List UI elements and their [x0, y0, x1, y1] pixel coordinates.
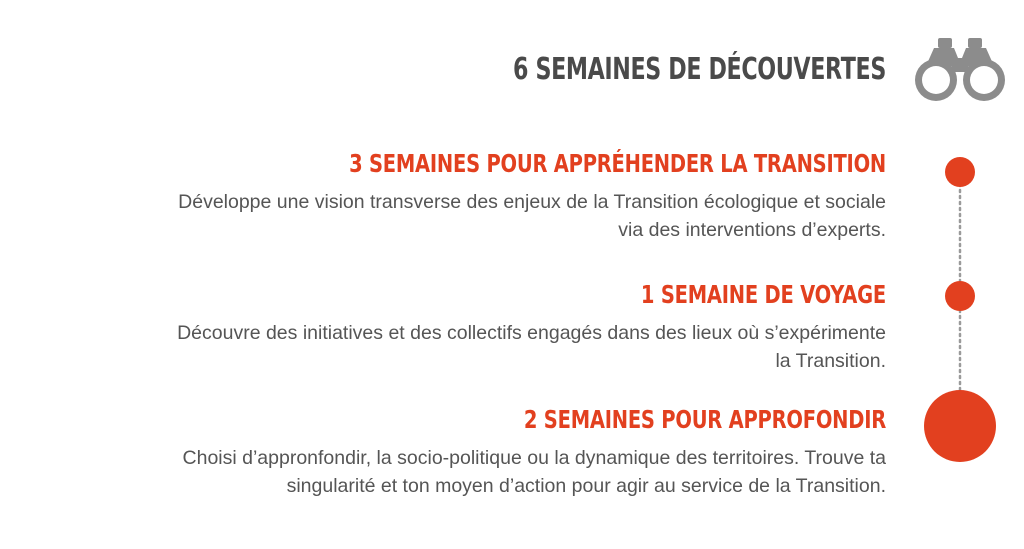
section-learn — [6, 146, 886, 244]
description-line: Découvre des initiatives et des collectifs engagés dans des lieux où s’expérimente — [177, 322, 886, 344]
section-title: 2 SEMAINES POUR APPROFONDIR — [523, 405, 886, 434]
section-description — [6, 188, 886, 244]
description-line: singularité et ton moyen d’action pour agir au service de la Transition. — [286, 475, 886, 497]
section-travel — [6, 277, 886, 375]
timeline-dot-small — [945, 157, 975, 187]
section-title: 3 SEMAINES POUR APPRÉHENDER LA TRANSITION — [349, 149, 887, 178]
page-title: 6 SEMAINES DE DÉCOUVERTES — [513, 52, 886, 87]
section-title: 1 SEMAINE DE VOYAGE — [640, 280, 886, 309]
section-description — [6, 319, 886, 375]
binoculars-icon — [912, 36, 1008, 102]
timeline-dot-small — [945, 281, 975, 311]
timeline — [920, 150, 1000, 470]
section-description — [6, 444, 886, 500]
description-line: Choisi d’appronfondir, la socio-politique ou la dynamique des territoires. Trouve ta — [182, 447, 886, 469]
description-line: via des interventions d’experts. — [618, 219, 886, 241]
description-line: Développe une vision transverse des enjeux de la Transition écologique et sociale — [178, 191, 886, 213]
section-deepen — [6, 402, 886, 500]
description-line: la Transition. — [775, 350, 886, 372]
timeline-dot-large — [924, 390, 996, 462]
